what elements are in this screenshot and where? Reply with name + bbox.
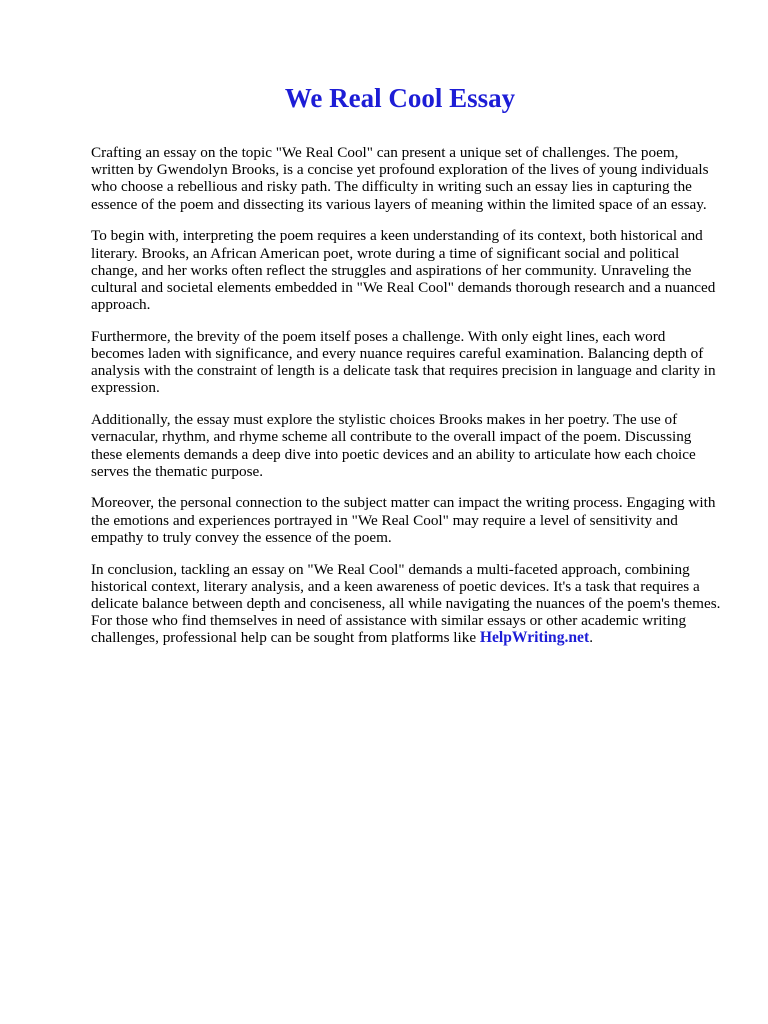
essay-body [91,144,721,647]
paragraph-3: Furthermore, the brevity of the poem itself poses a challenge. With only eight lines, each word becomes laden with significance, and every nuance requires careful examination. Balancing depth of analysis with the constraint of length is a delicate task that requires precision in language and clarity in expression. [91,327,716,397]
paragraph-2: To begin with, interpreting the poem requires a keen understanding of its context, both historical and literary. Brooks, an African American poet, wrote during a time of significant social and political change, and her works often reflect the struggles and aspirations of her community. Unraveling the cultural and societal elements embedded in "We Real Cool" demands thorough research and a nuanced approach. [91,227,716,314]
page-title: We Real Cool Essay [284,83,516,113]
conclusion-text: In conclusion, tackling an essay on "We Real Cool" demands a multi-faceted approach, combining historical context, literary analysis, and a keen awareness of poetic devices. It's a task that requires a delicate balance between depth and conciseness, all while navigating the nuances of the poem's themes. For those who find themselves in need of assistance with similar essays or other academic writing challenges, professional help can be sought from platforms like [91,560,721,647]
paragraph-conclusion [91,561,721,647]
paragraph-4: Additionally, the essay must explore the stylistic choices Brooks makes in her poetry. The use of vernacular, rhythm, and rhyme scheme all contribute to the overall impact of the poem. Discussing these elements demands a deep dive into poetic devices and an ability to articulate how each choice serves the thematic purpose. [91,411,696,480]
paragraph-5: Moreover, the personal connection to the subject matter can impact the writing process. Engaging with the emotions and experiences portrayed in "We Real Cool" may require a level of sensitivity and empathy to truly convey the essence of the poem. [91,494,716,546]
helpwriting-link[interactable]: HelpWriting.net [479,629,590,647]
paragraph-1: Crafting an essay on the topic "We Real Cool" can present a unique set of challenges. The poem, written by Gwendolyn Brooks, is a concise yet profound exploration of the lives of young individuals who choose a rebellious and risky path. The difficulty in writing such an essay lies in capturing the essence of the poem and dissecting its various layers of meaning within the limited space of an essay. [91,144,709,213]
conclusion-period: . [589,629,593,647]
